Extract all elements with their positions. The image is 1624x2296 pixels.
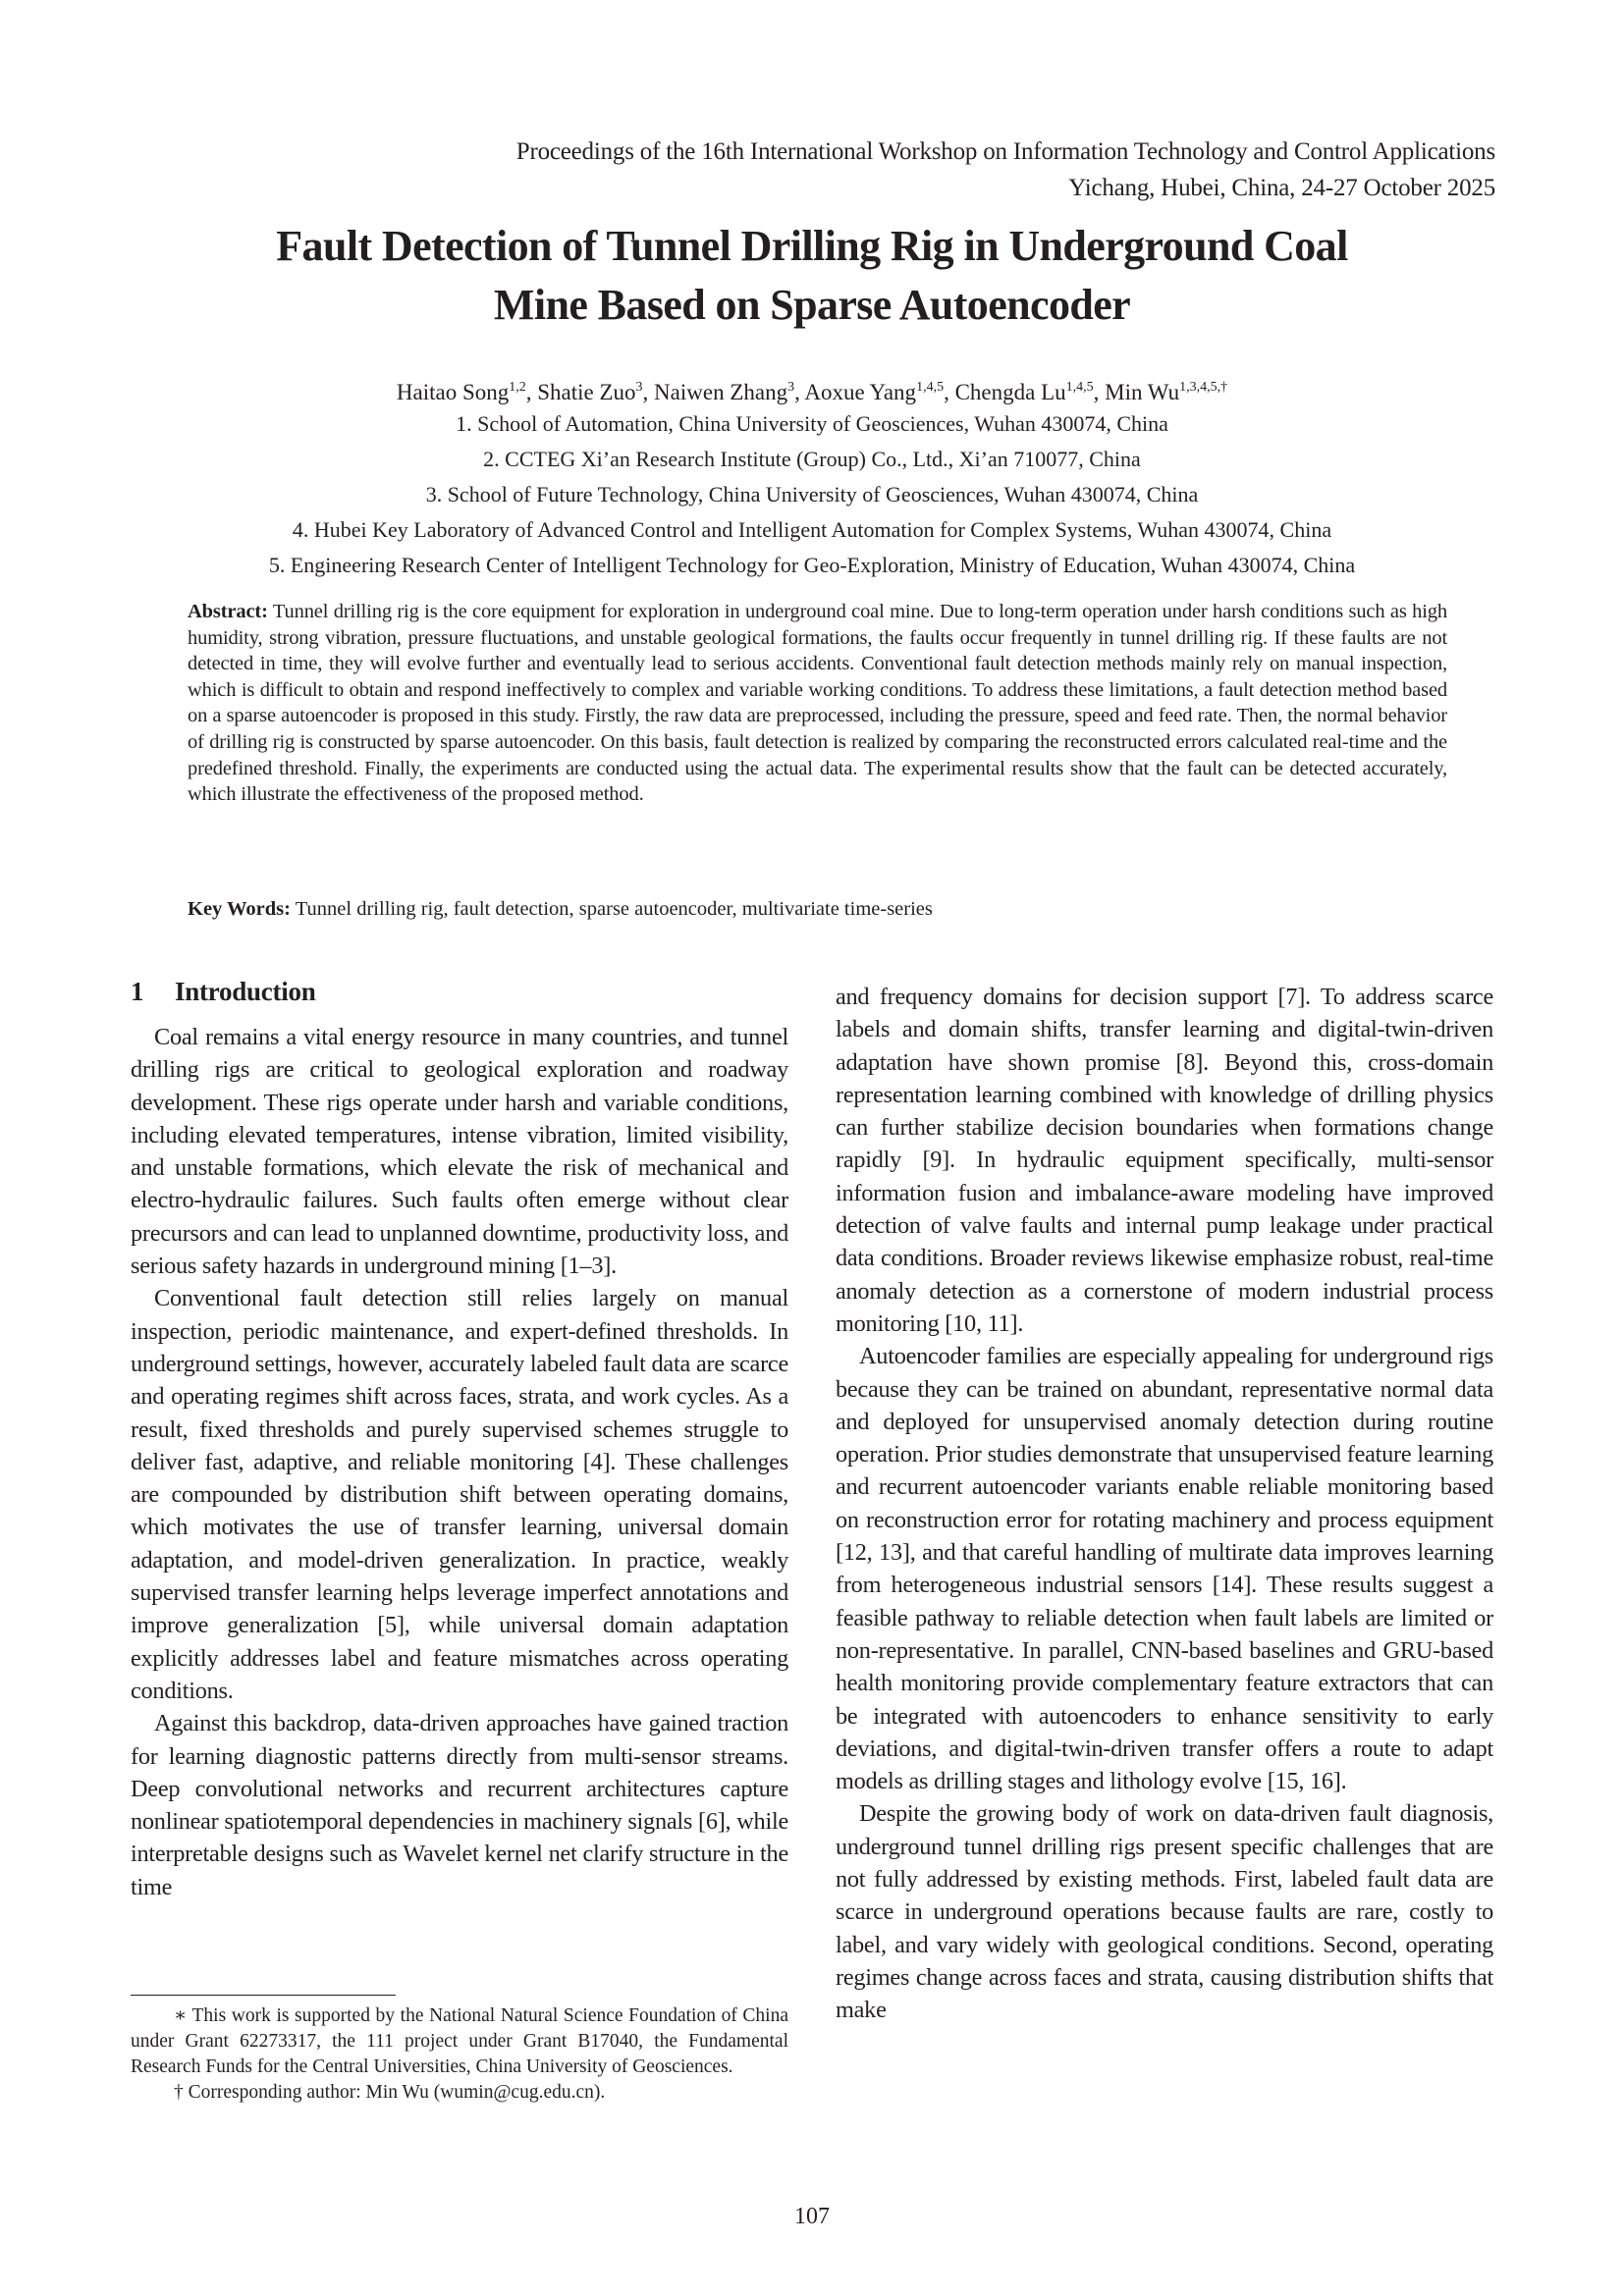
author-list: Haitao Song$^{1,2}$, Shatie Zuo$^3$, Naiwen Zhang$^3$, Aoxue Yang$^{1,4,5}$, Chengda Lu$^{1,4,5}$, Min $Wu^{1,3,4,5,\dagger}$ [396, 380, 1228, 404]
body-paragraph: Coal remains a vital energy resource in many countries, and tunnel drilling rigs are critical to geological exploration and roadway development. These rigs operate under harsh and variable conditions, including elevated temperatures, intense vibration, limited visibility, and unstable formations, which elevate the risk of mechanical and electro-hydraulic failures. Such faults often emerge without clear precursors and can lead to unplanned downtime, productivity loss, and serious safety hazards in underground mining [1–3]. [131, 1024, 788, 1280]
page-number: 107 [794, 2204, 830, 2229]
keywords-text: Tunnel drilling rig, fault detection, sparse autoencoder, multivariate time-series [295, 898, 933, 920]
affiliation: 4. Hubei Key Laboratory of Advanced Control and Intelligent Automation for Complex Systems, Wuhan 430074, China [292, 517, 1332, 542]
section-heading [131, 977, 788, 1006]
footnotes [131, 2003, 788, 2106]
paper-title-line-1: Fault Detection of Tunnel Drilling Rig in Underground Coal [276, 222, 1348, 270]
author: Aoxue Yang$^{1,4,5}$ [804, 380, 945, 404]
funding-footnote: ∗ This work is supported by the National Natural Science Foundation of China under Grant 62273317, the 111 project under Grant B17040, the Fundamental Research Funds for the Central Universities, China University of Geosciences. [131, 2005, 788, 2077]
affiliation: 5. Engineering Research Center of Intelligent Technology for Geo-Exploration, Ministry of Education, Wuhan 430074, China [268, 553, 1356, 577]
section-title: Introduction [175, 977, 316, 1006]
author: Haitao Song$^{1,2}$ [396, 380, 526, 404]
body-paragraph: Against this backdrop, data-driven approaches have gained traction for learning diagnostic patterns directly from multi-sensor streams. Deep convolutional networks and recurrent architectures capture nonlinear spatiotemporal dependencies in machinery signals [6], while interpretable designs such as Wavelet kernel net clarify structure in the time [131, 1710, 788, 1900]
paper-title [128, 217, 1496, 335]
left-column [131, 977, 788, 1903]
footnote-divider [131, 1995, 396, 1996]
proceedings-location-date: Yichang, Hubei, China, 24-27 October 2025 [1068, 175, 1495, 201]
body-paragraph: Despite the growing body of work on data-driven fault diagnosis, underground tunnel drilling rigs present specific challenges that are not fully addressed by existing methods. First, labeled fault data are scarce in underground operations because faults are rare, costly to label, and vary widely with geological conditions. Second, operating regimes change across faces and strata, causing distribution shifts that make [836, 1800, 1493, 2024]
proceedings-header [516, 133, 1495, 206]
body-paragraph: Conventional fault detection still relies largely on manual inspection, periodic maintenance, and expert-defined thresholds. In underground settings, however, accurately labeled fault data are scarce and operating regimes shift across faces, strata, and work cycles. As a result, fixed thresholds and purely supervised schemes struggle to deliver fast, adaptive, and reliable monitoring [4]. These challenges are compounded by distribution shift between operating domains, which motivates the use of transfer learning, universal domain adaptation, and model-driven generalization. In practice, weakly supervised transfer learning helps leverage imperfect annotations and improve generalization [5], while universal domain adaptation explicitly addresses label and feature mismatches across operating conditions. [131, 1285, 788, 1704]
section-number: 1 [131, 977, 144, 1006]
keywords-label: Key Words: [188, 898, 291, 920]
affiliation: 2. CCTEG Xi’an Research Institute (Group) Co., Ltd., Xi’an 710077, China [483, 447, 1141, 471]
keywords [188, 896, 1447, 923]
body-paragraph-continued: and frequency domains for decision support [7]. To address scarce labels and domain shifts, transfer learning and digital-twin-driven adaptation have shown promise [8]. Beyond this, cross-domain representation learning combined with knowledge of drilling physics can further stabilize decision boundaries when formations change rapidly [9]. In hydraulic equipment specifically, multi-sensor information fusion and imbalance-aware modeling have improved detection of valve faults and internal pump leakage under practical data conditions. Broader reviews likewise emphasize robust, real-time anomaly detection as a cornerstone of modern industrial process monitoring [10, 11]. [836, 984, 1493, 1337]
abstract [188, 599, 1447, 808]
author: Chengda Lu$^{1,4,5}$ [954, 380, 1094, 404]
proceedings-title: Proceedings of the 16th International Workshop on Information Technology and Control Applications [515, 138, 1495, 165]
right-column [836, 981, 1493, 2027]
corresponding-author-footnote: † Corresponding author: Min Wu (wumin@cug.edu.cn). [174, 2082, 606, 2103]
author: Min $Wu^{1,3,4,5,\dagger}$ [1105, 380, 1228, 404]
body-paragraph: Autoencoder families are especially appealing for underground rigs because they can be trained on abundant, representative normal data and deployed for unsupervised anomaly detection during routine operation. Prior studies demonstrate that unsupervised feature learning and recurrent autoencoder variants enable reliable monitoring based on reconstruction error for rotating machinery and process equipment [12, 13], and that careful handling of multirate data improves learning from heterogeneous industrial sensors [14]. These results suggest a feasible pathway to reliable detection when fault labels are limited or non-representative. In parallel, CNN-based baselines and GRU-based health monitoring provide complementary feature extractors that can be integrated with autoencoders to enhance sensitivity to early deviations, and digital-twin-driven transfer offers a route to adapt models as drilling stages and lithology evolve [15, 16]. [836, 1343, 1493, 1795]
affiliation: 3. School of Future Technology, China University of Geosciences, Wuhan 430074, China [425, 482, 1199, 507]
author: Shatie Zuo$^3$ [537, 380, 643, 404]
author: Naiwen Zhang$^3$ [654, 380, 795, 404]
affiliation: 1. School of Automation, China University of Geosciences, Wuhan 430074, China [456, 411, 1168, 436]
abstract-label: Abstract: [188, 601, 268, 622]
paper-title-line-2: Mine Based on Sparse Autoencoder [493, 281, 1131, 329]
abstract-text: Tunnel drilling rig is the core equipment for exploration in underground coal mine. Due to long-term operation under harsh conditions such as high humidity, strong vibration, pressure fluctuations, and unstable geological formations, the faults occur frequently in tunnel drilling rig. If these faults are not detected in time, they will evolve further and eventually lead to serious accidents. Conventional fault detection methods mainly rely on manual inspection, which is difficult to obtain and respond ineffectively to complex and variable working conditions. To address these limitations, a fault detection method based on a sparse autoencoder is proposed in this study. Firstly, the raw data are preprocessed, including the pressure, speed and feed rate. Then, the normal behavior of drilling rig is constructed by sparse autoencoder. On this basis, fault detection is realized by comparing the reconstructed errors calculated real-time and the predefined threshold. Finally, the experiments are conducted using the actual data. The experimental results show that the fault can be detected accurately, which illustrate the effectiveness of the proposed method. [188, 601, 1448, 806]
affiliation-list [128, 406, 1496, 583]
